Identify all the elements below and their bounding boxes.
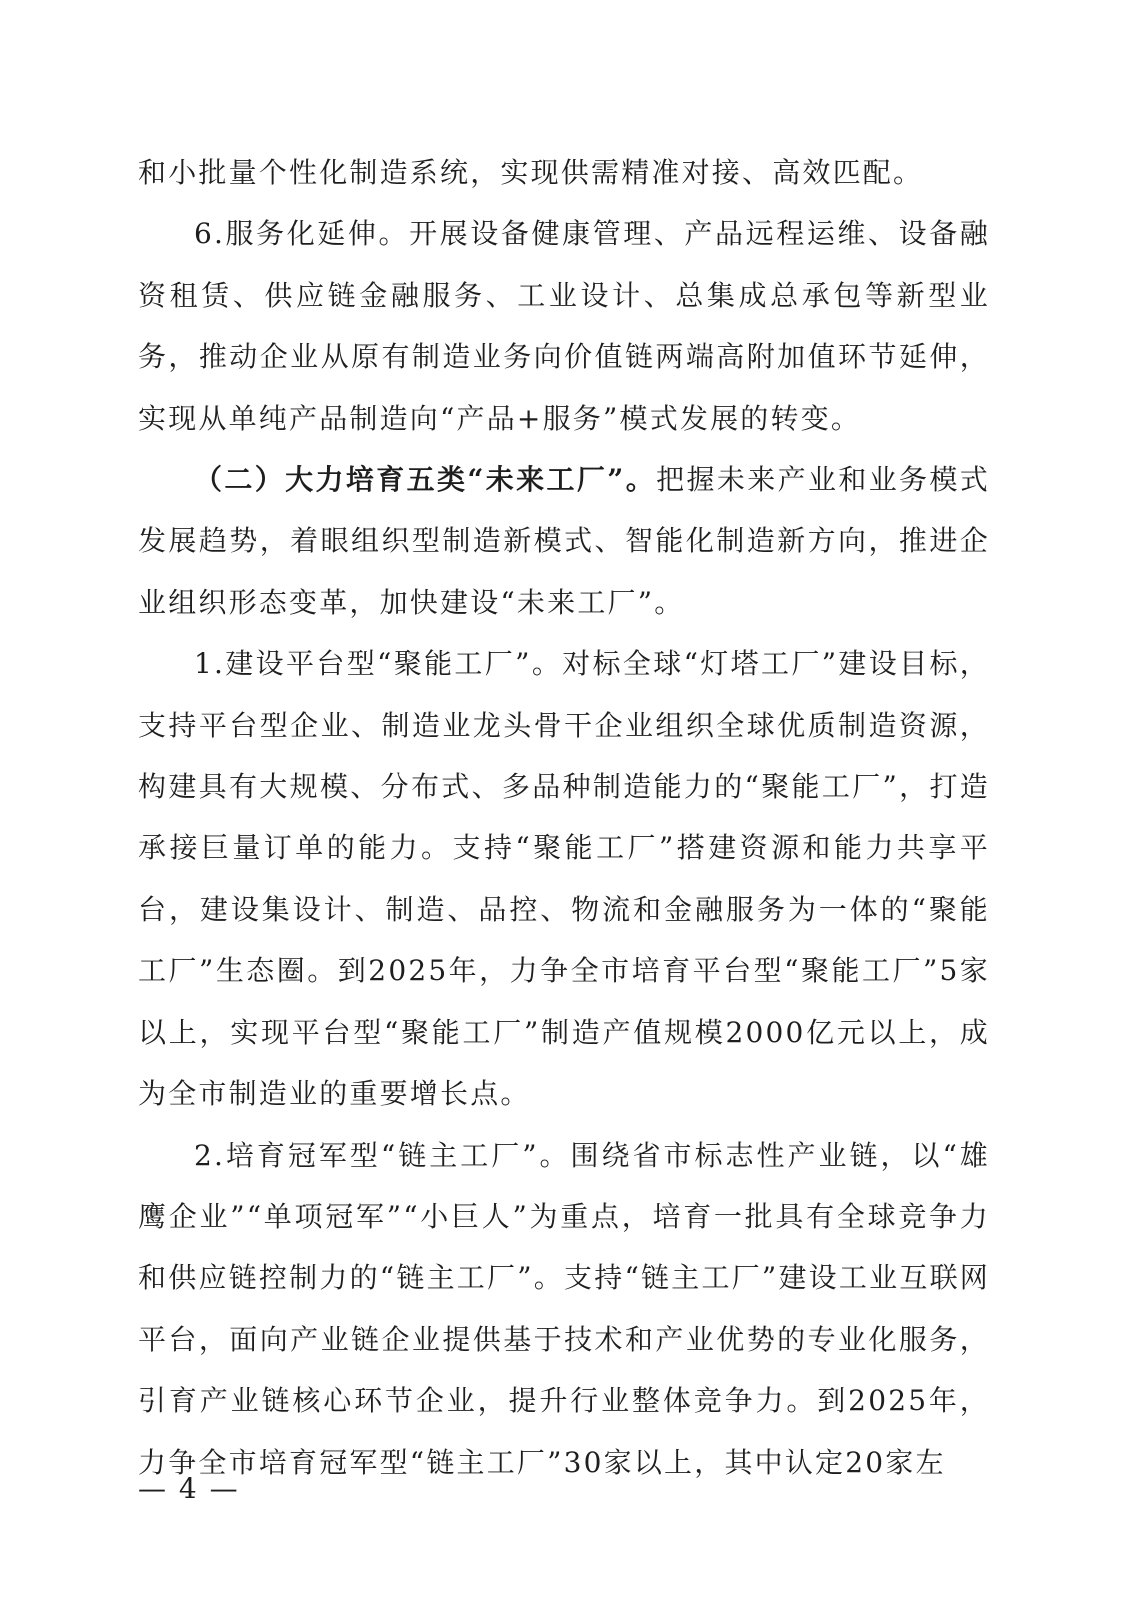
paragraph-text: 6.服务化延伸。开展设备健康管理、产品远程运维、设备融资租赁、供应链金融服务、工业设计、总集成总承包等新型业务，推动企业从原有制造业务向价值链两端高附加值环节延伸，实现从单纯产品制造向“产品+服务”模式发展的转变。: [138, 217, 990, 435]
paragraph-continuation: [138, 142, 990, 203]
paragraph-platform-factory: [138, 633, 990, 1124]
paragraph-text: 2.培育冠军型“链主工厂”。围绕省市标志性产业链，以“雄鹰企业”“单项冠军”“小巨人”为重点，培育一批具有全球竞争力和供应链控制力的“链主工厂”。支持“链主工厂”建设工业互联网平台，面向产业链企业提供基于技术和产业优势的专业化服务，引育产业链核心环节企业，提升行业整体竞争力。到2025年，力争全市培育冠军型“链主工厂”30家以上，其中认定20家左: [138, 1138, 990, 1479]
paragraph-champion-factory: [138, 1125, 990, 1493]
paragraph-service-extension: [138, 203, 990, 449]
paragraph-text: 把握未来产业和业务模式发展趋势，着眼组织型制造新模式、智能化制造新方向，推进企业组织形态变革，加快建设“未来工厂”。: [138, 463, 990, 619]
paragraph-future-factories: [138, 449, 990, 633]
document-body: [138, 142, 990, 1493]
page-number: — 4 —: [138, 1472, 240, 1505]
section-heading: （二）大力培育五类“未来工厂”。: [194, 463, 657, 497]
paragraph-text: 1.建设平台型“聚能工厂”。对标全球“灯塔工厂”建设目标，支持平台型企业、制造业龙头骨干企业组织全球优质制造资源，构建具有大规模、分布式、多品种制造能力的“聚能工厂”，打造承接巨量订单的能力。支持“聚能工厂”搭建资源和能力共享平台，建设集设计、制造、品控、物流和金融服务为一体的“聚能工厂”生态圈。到2025年，力争全市培育平台型“聚能工厂”5家以上，实现平台型“聚能工厂”制造产值规模2000亿元以上，成为全市制造业的重要增长点。: [138, 647, 990, 1111]
paragraph-text: 和小批量个性化制造系统，实现供需精准对接、高效匹配。: [138, 156, 924, 189]
